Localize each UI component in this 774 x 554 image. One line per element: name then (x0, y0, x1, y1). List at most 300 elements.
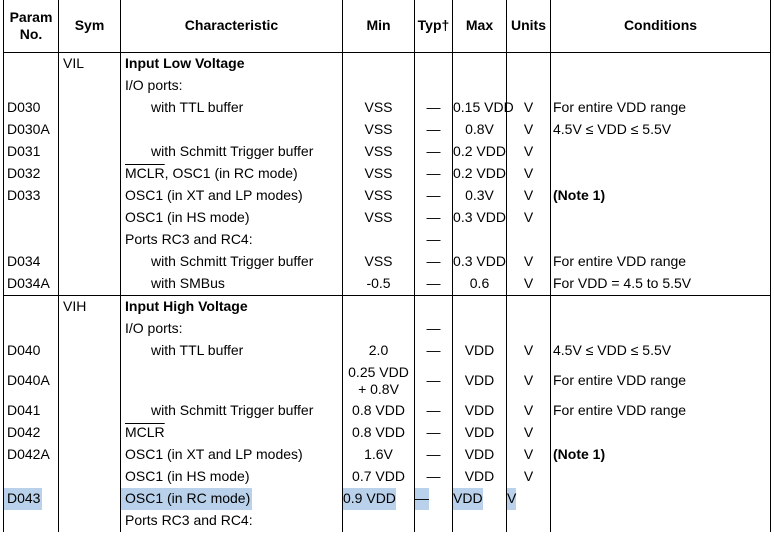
sym-text (59, 151, 120, 154)
typ-text: — (426, 143, 441, 159)
max-text: 0.3 VDD (453, 209, 506, 225)
cell-param-no (4, 444, 59, 466)
cell-conditions (551, 362, 771, 400)
cell-characteristic (121, 466, 343, 488)
cell-min (343, 251, 415, 273)
cell-typ (415, 466, 453, 488)
cell-max (453, 185, 507, 207)
min-text: VSS (364, 187, 393, 203)
cell-sym (59, 362, 121, 400)
typ-text: — (426, 372, 441, 388)
min-text (343, 85, 414, 88)
max-text: 0.3V (465, 187, 494, 203)
cell-max (453, 510, 507, 532)
cell-sym (59, 97, 121, 119)
cell-param-no (4, 318, 59, 340)
cell-units (507, 362, 551, 400)
typ-text: — (426, 342, 441, 358)
cell-characteristic (121, 296, 343, 319)
sym-text (59, 410, 120, 413)
table-row (4, 444, 771, 466)
sym-text (59, 85, 120, 88)
characteristic-text: with Schmitt Trigger buffer (151, 253, 314, 269)
cell-units (507, 273, 551, 296)
typ-text (415, 520, 452, 523)
typ-text: — (415, 488, 429, 510)
conditions-text (551, 63, 770, 66)
param-no-text: D033 (7, 187, 41, 203)
table-row (4, 141, 771, 163)
characteristic-text: OSC1 (in XT and LP modes) (125, 446, 303, 462)
cell-param-no (4, 185, 59, 207)
units-text (507, 63, 550, 66)
cell-conditions (551, 444, 771, 466)
cell-sym (59, 510, 121, 532)
param-no-text: D042A (7, 446, 50, 462)
cell-param-no (4, 296, 59, 319)
cell-typ (415, 229, 453, 251)
typ-text: — (426, 446, 441, 462)
cell-sym (59, 53, 121, 76)
header-min: Min (343, 0, 415, 53)
conditions-text: For entire VDD range (553, 253, 687, 269)
conditions-text (551, 151, 770, 154)
param-no-text: D031 (7, 143, 41, 159)
units-text: V (523, 121, 534, 137)
cell-conditions (551, 340, 771, 362)
cell-min (343, 53, 415, 76)
sym-text (59, 380, 120, 383)
typ-text: — (426, 187, 441, 203)
cell-characteristic (121, 53, 343, 76)
min-text (343, 239, 414, 242)
sym-text (59, 498, 120, 501)
cell-units (507, 444, 551, 466)
cell-characteristic (121, 229, 343, 251)
cell-units (507, 318, 551, 340)
typ-text: — (426, 209, 441, 225)
cell-min (343, 141, 415, 163)
cell-min (343, 207, 415, 229)
table-row (4, 53, 771, 76)
cell-units (507, 119, 551, 141)
cell-characteristic (121, 207, 343, 229)
units-text: V (523, 143, 534, 159)
units-text: V (523, 253, 534, 269)
max-text: VDD (464, 402, 495, 418)
table-row (4, 510, 771, 532)
typ-text: — (426, 468, 441, 484)
cell-param-no (4, 510, 59, 532)
cell-conditions (551, 466, 771, 488)
param-no-text: D040A (7, 372, 50, 388)
cell-typ (415, 444, 453, 466)
units-text: V (523, 99, 534, 115)
min-text: VSS (364, 253, 393, 269)
table-row (4, 185, 771, 207)
min-text: 0.9 VDD (343, 488, 396, 510)
min-text: 0.25 VDD + 0.8V (348, 364, 409, 397)
units-text: V (523, 209, 534, 225)
cell-conditions (551, 510, 771, 532)
typ-text: — (426, 99, 441, 115)
characteristic-text: with Schmitt Trigger buffer (151, 402, 314, 418)
param-no-text: D030 (7, 99, 41, 115)
cell-conditions (551, 75, 771, 97)
units-text: V (507, 488, 516, 510)
electrical-characteristics-table (3, 0, 771, 532)
table-row (4, 229, 771, 251)
header-characteristic: Characteristic (121, 0, 343, 53)
cell-typ (415, 119, 453, 141)
min-text (343, 520, 414, 523)
cell-typ (415, 207, 453, 229)
param-no-text (4, 63, 58, 66)
sym-text: VIL (63, 55, 85, 71)
conditions-text (551, 520, 770, 523)
cell-characteristic (121, 510, 343, 532)
cell-conditions (551, 251, 771, 273)
conditions-text: For entire VDD range (553, 402, 687, 418)
cell-typ (415, 185, 453, 207)
max-text: VDD (464, 372, 495, 388)
cell-characteristic (121, 97, 343, 119)
cell-units (507, 488, 551, 510)
sym-text (59, 454, 120, 457)
cell-conditions (551, 207, 771, 229)
cell-characteristic (121, 119, 343, 141)
characteristic-text: OSC1 (in HS mode) (125, 209, 250, 225)
units-text: V (523, 424, 534, 440)
max-text (453, 328, 506, 331)
cell-min (343, 340, 415, 362)
cell-param-no (4, 400, 59, 422)
param-no-text: D034A (7, 275, 50, 291)
param-no-text (4, 520, 58, 523)
cell-param-no (4, 163, 59, 185)
conditions-text (551, 432, 770, 435)
cell-characteristic (121, 422, 343, 444)
table-body (4, 53, 771, 533)
cell-min (343, 444, 415, 466)
table-row (4, 207, 771, 229)
cell-units (507, 185, 551, 207)
table-row (4, 362, 771, 400)
conditions-text (551, 239, 770, 242)
cell-sym (59, 488, 121, 510)
table-row (4, 273, 771, 296)
characteristic-text: Ports RC3 and RC4: (125, 512, 253, 528)
table-row (4, 296, 771, 319)
cell-sym (59, 444, 121, 466)
conditions-text (551, 476, 770, 479)
conditions-text: 4.5V ≤ VDD ≤ 5.5V (553, 121, 672, 137)
cell-min (343, 163, 415, 185)
typ-text: — (426, 402, 441, 418)
header-max: Max (453, 0, 507, 53)
conditions-text: For VDD = 4.5 to 5.5V (553, 275, 692, 291)
cell-param-no (4, 53, 59, 76)
header-conditions: Conditions (551, 0, 771, 53)
cell-conditions (551, 400, 771, 422)
cell-typ (415, 97, 453, 119)
table-row (4, 251, 771, 273)
units-text: V (523, 468, 534, 484)
cell-sym (59, 296, 121, 319)
sym-text (59, 239, 120, 242)
cell-min (343, 488, 415, 510)
min-text: VSS (364, 143, 393, 159)
sym-text (59, 328, 120, 331)
cell-min (343, 318, 415, 340)
cell-characteristic (121, 362, 343, 400)
cell-typ (415, 163, 453, 185)
typ-text: — (426, 424, 441, 440)
conditions-text: (Note 1) (553, 187, 606, 203)
characteristic-text: Input Low Voltage (125, 55, 245, 71)
param-no-text (4, 239, 58, 242)
characteristic-text (121, 129, 342, 132)
characteristic-text: Ports RC3 and RC4: (125, 231, 253, 247)
units-text (507, 520, 550, 523)
conditions-text (551, 217, 770, 220)
cell-max (453, 53, 507, 76)
header-units: Units (507, 0, 551, 53)
cell-param-no (4, 97, 59, 119)
cell-units (507, 296, 551, 319)
min-text: 2.0 (368, 342, 389, 358)
cell-characteristic (121, 163, 343, 185)
max-text: VDD (464, 424, 495, 440)
table-row (4, 318, 771, 340)
cell-min (343, 400, 415, 422)
characteristic-text (121, 422, 342, 444)
table-header-row (4, 0, 771, 53)
cell-min (343, 466, 415, 488)
cell-units (507, 207, 551, 229)
cell-characteristic (121, 444, 343, 466)
min-text (343, 306, 414, 309)
cell-typ (415, 400, 453, 422)
min-text: -0.5 (366, 275, 391, 291)
cell-max (453, 273, 507, 296)
cell-param-no (4, 207, 59, 229)
max-text: 0.3 VDD (453, 253, 506, 269)
characteristic-text (121, 163, 342, 185)
sym-text (59, 350, 120, 353)
min-text: VSS (364, 121, 393, 137)
cell-max (453, 296, 507, 319)
cell-param-no (4, 75, 59, 97)
cell-param-no (4, 273, 59, 296)
cell-max (453, 422, 507, 444)
cell-sym (59, 163, 121, 185)
cell-max (453, 119, 507, 141)
sym-text (59, 261, 120, 264)
table-row (4, 422, 771, 444)
conditions-text (551, 306, 770, 309)
table-row (4, 466, 771, 488)
min-text: 0.7 VDD (352, 468, 405, 484)
param-no-text (4, 328, 58, 331)
cell-typ (415, 75, 453, 97)
min-text: 0.8 VDD (352, 402, 405, 418)
cell-max (453, 400, 507, 422)
units-text: V (523, 402, 534, 418)
cell-conditions (551, 141, 771, 163)
characteristic-text: OSC1 (in XT and LP modes) (125, 187, 303, 203)
cell-characteristic (121, 340, 343, 362)
cell-max (453, 340, 507, 362)
units-text: V (523, 275, 534, 291)
header-typ: Typ† (415, 0, 453, 53)
characteristic-text: Input High Voltage (125, 298, 248, 314)
cell-min (343, 229, 415, 251)
cell-units (507, 163, 551, 185)
cell-param-no (4, 119, 59, 141)
cell-conditions (551, 163, 771, 185)
cell-units (507, 229, 551, 251)
cell-max (453, 318, 507, 340)
max-text (453, 63, 506, 66)
cell-characteristic (121, 400, 343, 422)
param-no-text: D030A (7, 121, 50, 137)
cell-sym (59, 119, 121, 141)
typ-text: — (426, 121, 441, 137)
typ-text (415, 85, 452, 88)
overline-text: MCLR (125, 424, 165, 440)
param-no-text: D041 (7, 402, 41, 418)
cell-conditions (551, 229, 771, 251)
units-text: V (523, 372, 534, 388)
cell-conditions (551, 119, 771, 141)
cell-units (507, 141, 551, 163)
cell-conditions (551, 318, 771, 340)
param-no-text (4, 476, 58, 479)
header-sym: Sym (59, 0, 121, 53)
param-no-text: D032 (7, 165, 41, 181)
max-text: VDD (464, 468, 495, 484)
cell-characteristic (121, 75, 343, 97)
sym-text (59, 129, 120, 132)
cell-conditions (551, 273, 771, 296)
cell-sym (59, 318, 121, 340)
cell-conditions (551, 422, 771, 444)
cell-param-no (4, 466, 59, 488)
table-row (4, 119, 771, 141)
cell-sym (59, 141, 121, 163)
cell-sym (59, 251, 121, 273)
units-text: V (523, 342, 534, 358)
min-text: VSS (364, 165, 393, 181)
min-text: 1.6V (364, 446, 393, 462)
cell-characteristic (121, 251, 343, 273)
sym-text (59, 520, 120, 523)
characteristic-text: with Schmitt Trigger buffer (151, 143, 314, 159)
cell-max (453, 362, 507, 400)
cell-param-no (4, 229, 59, 251)
cell-sym (59, 75, 121, 97)
param-no-text: D040 (7, 342, 41, 358)
table-row (4, 488, 771, 510)
max-text: VDD (453, 488, 483, 510)
cell-max (453, 75, 507, 97)
cell-typ (415, 141, 453, 163)
sym-text (59, 432, 120, 435)
cell-units (507, 251, 551, 273)
cell-max (453, 229, 507, 251)
characteristic-text (121, 380, 342, 383)
units-text: V (523, 446, 534, 462)
typ-text: — (426, 253, 441, 269)
cell-max (453, 466, 507, 488)
conditions-text (551, 173, 770, 176)
typ-text: — (426, 275, 441, 291)
cell-typ (415, 362, 453, 400)
param-no-text: D042 (7, 424, 41, 440)
conditions-text (551, 498, 770, 501)
max-text (453, 239, 506, 242)
cell-sym (59, 422, 121, 444)
cell-units (507, 510, 551, 532)
cell-max (453, 444, 507, 466)
cell-sym (59, 340, 121, 362)
units-text (507, 306, 550, 309)
characteristic-text: I/O ports: (125, 320, 183, 336)
max-text (453, 520, 506, 523)
cell-characteristic (121, 273, 343, 296)
max-text (453, 306, 506, 309)
overline-text: MCLR (125, 165, 165, 181)
min-text (343, 63, 414, 66)
units-text: V (523, 187, 534, 203)
max-text (453, 85, 506, 88)
cell-conditions (551, 185, 771, 207)
cell-characteristic (121, 318, 343, 340)
cell-typ (415, 251, 453, 273)
typ-text: — (426, 320, 441, 336)
cell-sym (59, 400, 121, 422)
conditions-text: For entire VDD range (553, 372, 687, 388)
characteristic-text: with SMBus (151, 275, 225, 291)
cell-typ (415, 273, 453, 296)
sym-text (59, 107, 120, 110)
cell-sym (59, 229, 121, 251)
min-text: VSS (364, 99, 393, 115)
table-row (4, 163, 771, 185)
sym-text (59, 283, 120, 286)
table-row (4, 400, 771, 422)
cell-max (453, 488, 507, 510)
cell-characteristic (121, 141, 343, 163)
cell-units (507, 422, 551, 444)
cell-conditions (551, 53, 771, 76)
min-text (343, 328, 414, 331)
cell-min (343, 362, 415, 400)
cell-sym (59, 466, 121, 488)
max-text: 0.2 VDD (453, 165, 506, 181)
conditions-text (551, 85, 770, 88)
cell-max (453, 141, 507, 163)
sym-text: VIH (63, 298, 87, 314)
units-text (507, 328, 550, 331)
cell-param-no (4, 141, 59, 163)
typ-text: — (426, 165, 441, 181)
cell-param-no (4, 362, 59, 400)
conditions-text (551, 328, 770, 331)
cell-characteristic (121, 185, 343, 207)
cell-min (343, 185, 415, 207)
